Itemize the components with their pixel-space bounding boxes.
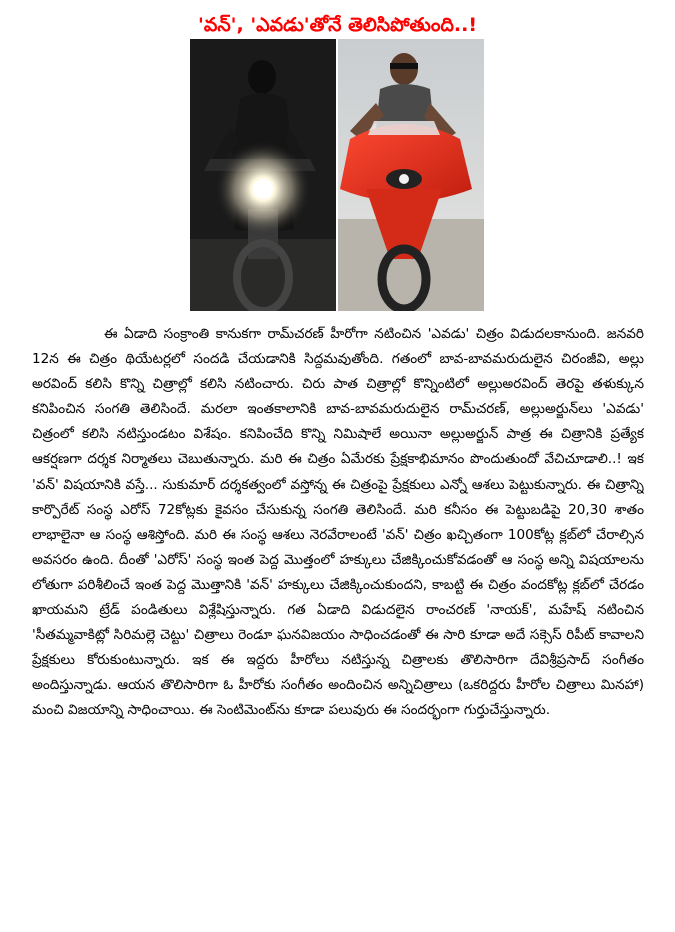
article-photo [190,39,484,311]
right-photo-panel [337,39,484,311]
article-headline: 'వన్', 'ఎవడు'తోనే తెలిసిపోతుంది..! [198,14,477,36]
article-body: ఈ ఏడాది సంక్రాంతి కానుకగా రామ్‌చరణ్ హీరోగా నటించిన 'ఎవడు' చిత్రం విడుదలకానుంది. జనవరి 12న ఈ చిత్రం థియేటర్లలో సందడి చేయడానికి సిద్దమవుతోంది. గతంలో బావ-బావమరుదులైన చిరంజీవి, అల్లు అరవింద్ కలిసి కొన్ని చిత్రాల్లో కలిసి నటించారు. చిరు పాత చిత్రాల్లో కొన్నింటిలో అల్లుఅరవింద్ తెరపై తళుక్కున కనిపించిన సంగతి తెలిసిందే. మరలా ఇంతకాలానికి బావ-బావమరుదులైన రామ్‌చరణ్, అల్లుఅర్జున్‌లు 'ఎవడు' చిత్రంలో కలిసి నటిస్తుండటం విశేషం. కనిపించేది కొన్ని నిమిషాలే అయినా అల్లుఅర్జున్ పాత్ర ఈ చిత్రానికి ప్రత్యేక ఆకర్షణగా దర్శక నిర్మాతలు చెబుతున్నారు. మరి ఈ చిత్రం ఏమేరకు ప్రేక్షకాభిమానం పొందుతుందో వేచిచూడాలి..! ఇక 'వన్' విషయానికి వస్తే... సుకుమార్ దర్శకత్వంలో వస్తోన్న ఈ చిత్రంపై ప్రేక్షకులు ఎన్నో ఆశలు పెట్టుకున్నారు. ఈ చిత్రాన్ని కార్పొరేట్ సంస్థ ఎరోస్ 72కోట్లకు కైవసం చేసుకున్న సంగతి తెలిసిందే. మరి కనీసం ఈ పెట్టుబడిపై 20,30 శాతం లాభాలైనా ఆ సంస్థ ఆశిస్తోంది. మరి ఈ సంస్థ ఆశలు నెరవేరాలంటే 'వన్' చిత్రం ఖచ్చితంగా 100కోట్ల క్లబ్‌లో చేరాల్సిన అవసరం ఉంది. దీంతో 'ఎరోస్' సంస్థ ఇంత పెద్ద మొత్తంలో హక్కులు చేజిక్కించుకోవడంతో ఆ సంస్థ అన్ని విషయాలను లోతుగా పరిశీలించే ఇంత పెద్ద మొత్తానికి 'వన్' హక్కులు చేజిక్కించుకుందని, కాబట్టి ఈ చిత్రం వందకోట్ల క్లబ్‌లో చేరడం ఖాయమని ట్రేడ్ పండితులు విశ్లేషిస్తున్నారు. గత ఏడాది విడుదలైన రాంచరణ్ 'నాయక్', మహేష్ నటించిన 'సీతమ్మవాకిట్లో సిరిమల్లె చెట్టు' చిత్రాలు రెండూ ఘనవిజయం సాధించడంతో ఈ సారి కూడా అదే సక్సెస్ రిపీట్ కావాలని ప్రేక్షకులు కోరుకుంటున్నారు. ఇక ఈ ఇద్దరు హీరోలు నటిస్తున్న చిత్రాలకు తొలిసారిగా దేవిశ్రీప్రసాద్ సంగీతం అందిస్తున్నాడు. ఆయన తొలిసారిగా ఓ హీరోకు సంగీతం అందించిన అన్నిచిత్రాలు (ఒకరిద్దరు హీరోల చిత్రాలు మినహా) మంచి విజయాన్ని సాధించాయి. ఈ సెంటిమెంట్‌ను కూడా పలువురు ఈ సందర్భంగా గుర్తుచేస్తున్నారు. [32,326,644,719]
left-photo-panel [190,39,337,311]
